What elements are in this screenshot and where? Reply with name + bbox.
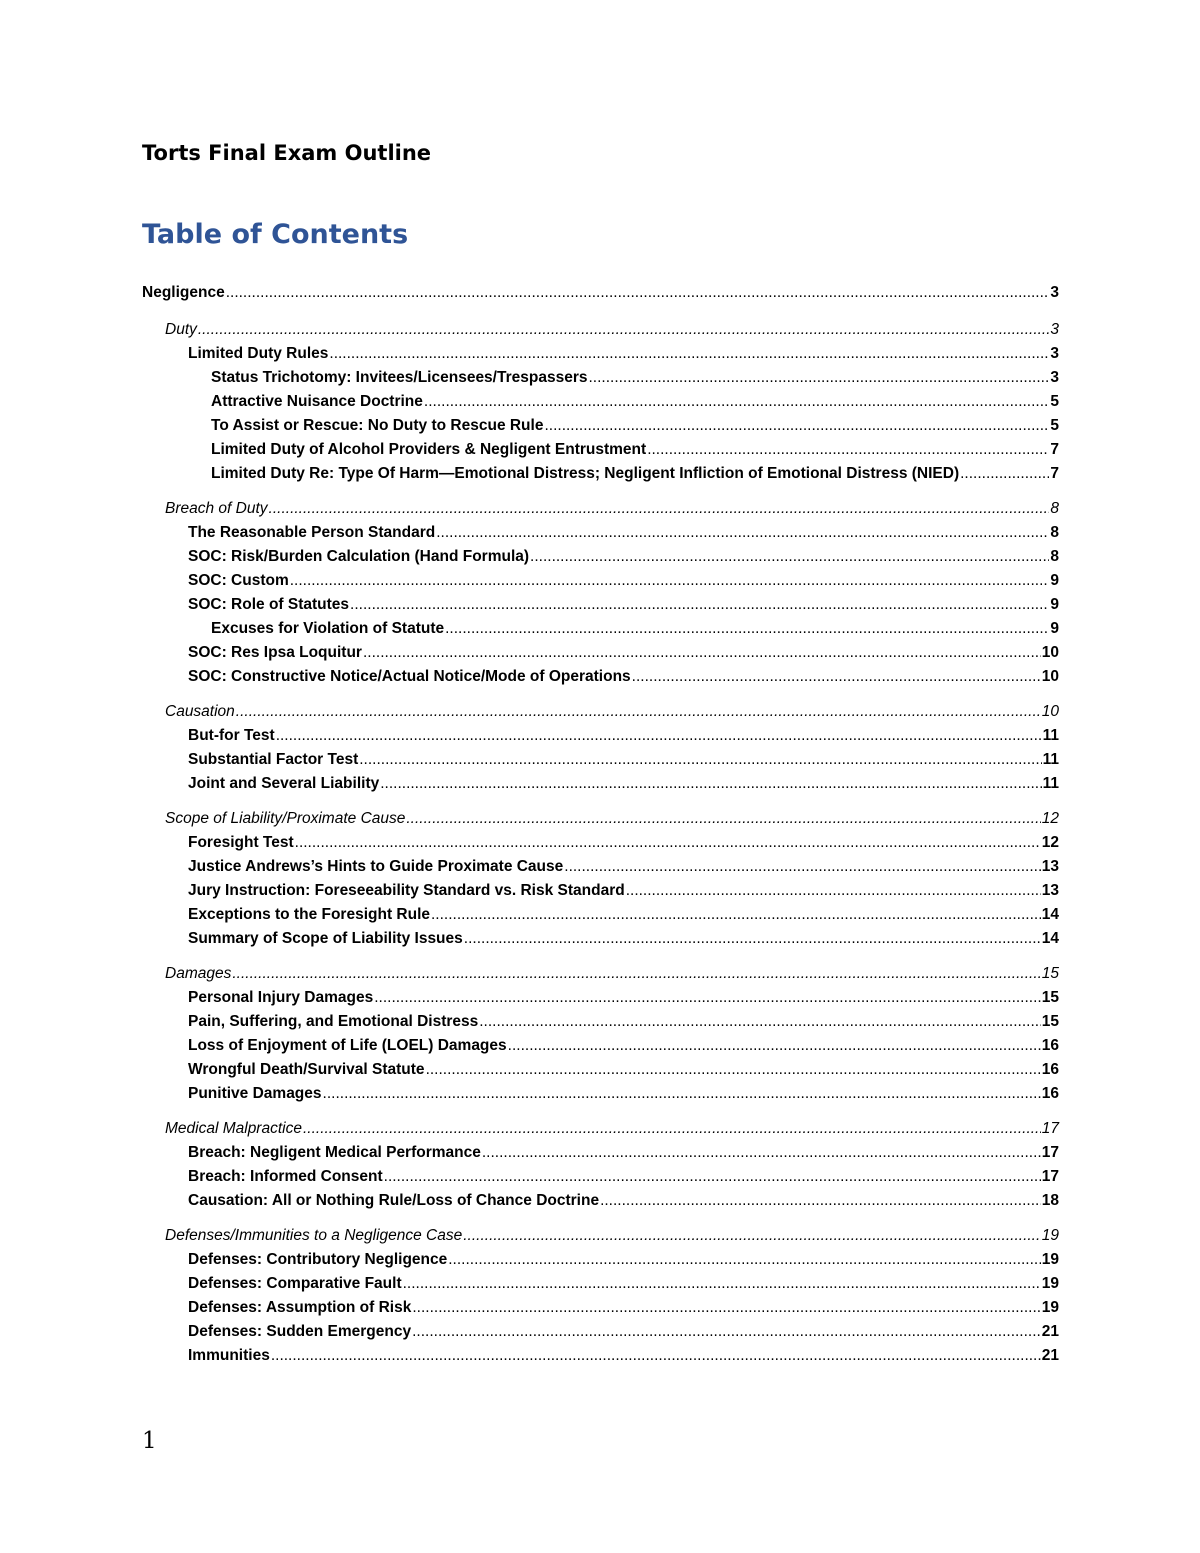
toc-dot-leader [412, 1296, 1040, 1320]
toc-entry-title: Status Trichotomy: Invitees/Licensees/Trespassers [211, 369, 588, 386]
toc-dot-leader [269, 497, 1050, 521]
toc-entry-page: 9 [1050, 596, 1059, 613]
toc-entry-page: 3 [1050, 369, 1059, 386]
toc-entry-title: Limited Duty Re: Type Of Harm—Emotional Distress; Negligent Infliction of Emotional Distress (NIED) [211, 465, 960, 482]
toc-entry[interactable] [142, 617, 1059, 641]
toc-entry[interactable] [142, 641, 1059, 665]
toc-entry[interactable] [142, 438, 1059, 462]
toc-entry-page: 3 [1050, 345, 1059, 362]
toc-entry[interactable] [142, 593, 1059, 617]
toc-entry[interactable] [142, 1224, 1059, 1248]
toc-dot-leader [359, 748, 1041, 772]
toc-entry-page: 8 [1050, 548, 1059, 565]
toc-dot-leader [198, 318, 1050, 342]
toc-heading: Table of Contents [142, 219, 409, 250]
toc-entry-page: 19 [1041, 1275, 1059, 1292]
toc-entry-page: 11 [1042, 775, 1059, 792]
toc-dot-leader [303, 1117, 1041, 1141]
toc-dot-leader [236, 700, 1041, 724]
toc-entry-page: 12 [1041, 810, 1059, 827]
toc-dot-leader [329, 342, 1049, 366]
toc-dot-leader [600, 1189, 1041, 1213]
toc-entry-title: Wrongful Death/Survival Statute [188, 1061, 425, 1078]
toc-dot-leader [588, 366, 1049, 390]
toc-entry-title: Damages [165, 965, 232, 982]
toc-entry-page: 16 [1041, 1061, 1059, 1078]
toc-entry[interactable] [142, 1296, 1059, 1320]
toc-entry-title: SOC: Role of Statutes [188, 596, 350, 613]
toc-entry-page: 8 [1050, 500, 1059, 517]
toc-entry[interactable] [142, 1117, 1059, 1141]
toc-entry[interactable] [142, 1320, 1059, 1344]
toc-entry-title: Limited Duty of Alcohol Providers & Negligent Entrustment [211, 441, 647, 458]
toc-dot-leader [363, 641, 1041, 665]
toc-entry-page: 10 [1041, 668, 1059, 685]
page-number: 1 [142, 1428, 157, 1454]
toc-entry-title: Medical Malpractice [165, 1120, 302, 1137]
toc-entry-title: Excuses for Violation of Statute [211, 620, 445, 637]
toc-dot-leader [564, 855, 1040, 879]
toc-entry-title: Defenses: Comparative Fault [188, 1275, 402, 1292]
toc-entry-title: Exceptions to the Foresight Rule [188, 906, 430, 923]
toc-dot-leader [632, 665, 1041, 689]
toc-entry[interactable] [142, 1082, 1059, 1106]
toc-entry[interactable] [142, 1344, 1059, 1368]
toc-entry[interactable] [142, 1058, 1059, 1082]
toc-entry[interactable] [142, 1248, 1059, 1272]
toc-dot-leader [431, 903, 1041, 927]
toc-dot-leader [271, 1344, 1041, 1368]
toc-entry-title: SOC: Constructive Notice/Actual Notice/Mode of Operations [188, 668, 631, 685]
toc-entry[interactable] [142, 831, 1059, 855]
toc-dot-leader [426, 1058, 1041, 1082]
toc-entry-title: Defenses: Contributory Negligence [188, 1251, 448, 1268]
toc-entry[interactable] [142, 927, 1059, 951]
toc-dot-leader [380, 772, 1041, 796]
toc-entry-page: 11 [1042, 727, 1059, 744]
toc-entry-title: Breach of Duty [165, 500, 268, 517]
toc-dot-leader [412, 1320, 1041, 1344]
toc-entry-title: The Reasonable Person Standard [188, 524, 436, 541]
toc-entry-page: 7 [1050, 441, 1059, 458]
toc-dot-leader [226, 281, 1050, 305]
toc-entry-title: Substantial Factor Test [188, 751, 359, 768]
toc-entry-page: 15 [1041, 1013, 1059, 1030]
toc-entry-title: Causation: All or Nothing Rule/Loss of Chance Doctrine [188, 1192, 600, 1209]
toc-entry-page: 5 [1050, 417, 1059, 434]
toc-entry-title: Duty [165, 321, 197, 338]
table-of-contents [142, 281, 1059, 1368]
toc-entry-page: 18 [1041, 1192, 1059, 1209]
toc-entry-title: But-for Test [188, 727, 275, 744]
toc-entry[interactable] [142, 855, 1059, 879]
toc-entry-page: 5 [1050, 393, 1059, 410]
toc-entry[interactable] [142, 281, 1059, 305]
toc-entry[interactable] [142, 665, 1059, 689]
toc-entry-title: Scope of Liability/Proximate Cause [165, 810, 406, 827]
toc-entry-title: Breach: Informed Consent [188, 1168, 383, 1185]
toc-dot-leader [530, 545, 1049, 569]
toc-dot-leader [384, 1165, 1041, 1189]
toc-dot-leader [374, 986, 1041, 1010]
toc-entry-page: 17 [1041, 1168, 1059, 1185]
toc-entry-page: 21 [1041, 1347, 1059, 1364]
toc-entry[interactable] [142, 342, 1059, 366]
toc-dot-leader [464, 927, 1041, 951]
toc-entry-page: 13 [1041, 882, 1059, 899]
toc-entry-title: Defenses/Immunities to a Negligence Case [165, 1227, 463, 1244]
toc-entry[interactable] [142, 1141, 1059, 1165]
toc-entry[interactable] [142, 748, 1059, 772]
toc-entry-title: Defenses: Sudden Emergency [188, 1323, 412, 1340]
toc-entry[interactable] [142, 700, 1059, 724]
toc-entry-title: Defenses: Assumption of Risk [188, 1299, 412, 1316]
toc-dot-leader [544, 414, 1049, 438]
toc-entry[interactable] [142, 414, 1059, 438]
toc-entry[interactable] [142, 1189, 1059, 1213]
toc-entry-page: 19 [1041, 1227, 1059, 1244]
toc-entry-page: 19 [1041, 1251, 1059, 1268]
toc-dot-leader [482, 1141, 1041, 1165]
toc-entry-page: 16 [1041, 1085, 1059, 1102]
toc-entry[interactable] [142, 462, 1059, 486]
toc-entry-title: Attractive Nuisance Doctrine [211, 393, 423, 410]
toc-dot-leader [295, 831, 1041, 855]
toc-entry-page: 17 [1041, 1144, 1059, 1161]
toc-dot-leader [232, 962, 1040, 986]
toc-dot-leader [436, 521, 1049, 545]
toc-dot-leader [403, 1272, 1041, 1296]
toc-entry[interactable] [142, 318, 1059, 342]
toc-dot-leader [445, 617, 1049, 641]
toc-entry-page: 19 [1041, 1299, 1059, 1316]
toc-dot-leader [448, 1248, 1041, 1272]
toc-entry-page: 11 [1042, 751, 1059, 768]
toc-entry-page: 17 [1041, 1120, 1059, 1137]
toc-dot-leader [508, 1034, 1041, 1058]
toc-entry-page: 15 [1041, 989, 1059, 1006]
toc-entry-title: SOC: Risk/Burden Calculation (Hand Formula) [188, 548, 530, 565]
toc-entry-page: 13 [1041, 858, 1059, 875]
toc-entry-title: Negligence [142, 284, 225, 301]
toc-entry-page: 12 [1041, 834, 1059, 851]
toc-entry[interactable] [142, 390, 1059, 414]
toc-entry-page: 14 [1041, 906, 1059, 923]
toc-dot-leader [479, 1010, 1041, 1034]
toc-entry-title: Personal Injury Damages [188, 989, 374, 1006]
toc-entry-page: 8 [1050, 524, 1059, 541]
toc-entry[interactable] [142, 1010, 1059, 1034]
toc-entry-page: 3 [1050, 321, 1059, 338]
toc-entry[interactable] [142, 545, 1059, 569]
toc-entry[interactable] [142, 903, 1059, 927]
toc-entry[interactable] [142, 569, 1059, 593]
toc-entry[interactable] [142, 366, 1059, 390]
toc-entry-page: 9 [1050, 620, 1059, 637]
toc-dot-leader [960, 462, 1049, 486]
toc-dot-leader [463, 1224, 1041, 1248]
toc-entry[interactable] [142, 521, 1059, 545]
toc-entry[interactable] [142, 986, 1059, 1010]
toc-entry-page: 10 [1041, 703, 1059, 720]
toc-entry[interactable] [142, 879, 1059, 903]
toc-entry[interactable] [142, 1165, 1059, 1189]
toc-entry-page: 21 [1041, 1323, 1059, 1340]
toc-entry-title: Joint and Several Liability [188, 775, 380, 792]
toc-entry[interactable] [142, 772, 1059, 796]
toc-entry-title: Pain, Suffering, and Emotional Distress [188, 1013, 479, 1030]
toc-entry-title: To Assist or Rescue: No Duty to Rescue Rule [211, 417, 544, 434]
toc-dot-leader [406, 807, 1040, 831]
toc-entry[interactable] [142, 962, 1059, 986]
toc-entry-title: Jury Instruction: Foreseeability Standard vs. Risk Standard [188, 882, 625, 899]
toc-entry[interactable] [142, 807, 1059, 831]
toc-entry-title: Summary of Scope of Liability Issues [188, 930, 463, 947]
toc-dot-leader [276, 724, 1042, 748]
toc-entry-title: SOC: Custom [188, 572, 289, 589]
document-title: Torts Final Exam Outline [142, 141, 432, 165]
toc-entry-page: 9 [1050, 572, 1059, 589]
toc-entry-title: Immunities [188, 1347, 270, 1364]
toc-entry-title: Causation [165, 703, 235, 720]
toc-entry-page: 14 [1041, 930, 1059, 947]
toc-entry-page: 15 [1041, 965, 1059, 982]
toc-entry-title: Foresight Test [188, 834, 294, 851]
toc-entry[interactable] [142, 724, 1059, 748]
toc-entry[interactable] [142, 1272, 1059, 1296]
toc-dot-leader [323, 1082, 1041, 1106]
toc-entry-title: SOC: Res Ipsa Loquitur [188, 644, 362, 661]
toc-entry-title: Limited Duty Rules [188, 345, 329, 362]
toc-dot-leader [350, 593, 1049, 617]
toc-entry-title: Punitive Damages [188, 1085, 322, 1102]
toc-entry[interactable] [142, 1034, 1059, 1058]
toc-dot-leader [424, 390, 1049, 414]
toc-entry-title: Breach: Negligent Medical Performance [188, 1144, 481, 1161]
toc-entry-page: 10 [1041, 644, 1059, 661]
toc-entry-page: 16 [1041, 1037, 1059, 1054]
toc-entry-page: 3 [1050, 284, 1059, 301]
toc-entry-title: Loss of Enjoyment of Life (LOEL) Damages [188, 1037, 507, 1054]
toc-dot-leader [647, 438, 1049, 462]
toc-entry[interactable] [142, 497, 1059, 521]
toc-entry-title: Justice Andrews’s Hints to Guide Proximate Cause [188, 858, 564, 875]
toc-dot-leader [290, 569, 1050, 593]
toc-dot-leader [626, 879, 1041, 903]
toc-entry-page: 7 [1050, 465, 1059, 482]
